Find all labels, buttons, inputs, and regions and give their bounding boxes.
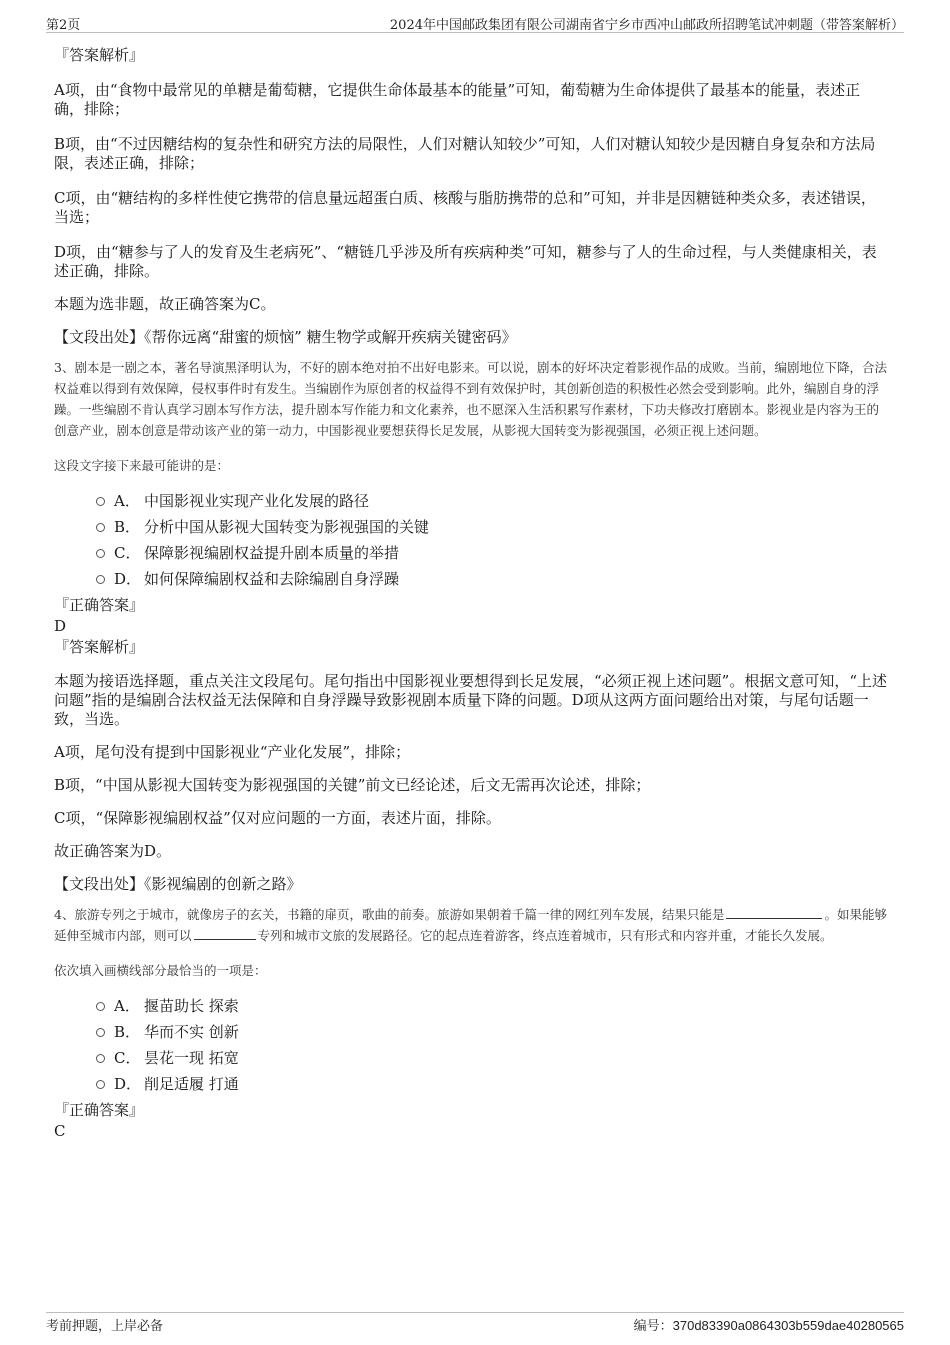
question-4-text-part1: 4、旅游专列之于城市，就像房子的玄关，书籍的扉页，歌曲的前奏。旅游如果朝着千篇一律的网红列车发展，结果只能是 bbox=[54, 907, 725, 922]
option-d[interactable] bbox=[96, 566, 890, 592]
option-a[interactable] bbox=[96, 993, 890, 1019]
option-letter: D． bbox=[114, 570, 142, 588]
option-text: 分析中国从影视大国转变为影视强国的关键 bbox=[144, 518, 430, 536]
question-4-text bbox=[54, 904, 890, 946]
analysis-paragraph-b: B项，由“不过因糖结构的复杂性和研究方法的局限性，人们对糖认知较少”可知，人们对糖认知较少是因糖自身复杂和方法局限，表述正确，排除； bbox=[54, 135, 876, 172]
radio-icon[interactable] bbox=[96, 1054, 105, 1063]
question-4-prompt: 依次填入画横线部分最恰当的一项是： bbox=[54, 963, 267, 978]
correct-answer-heading: 『正确答案』 bbox=[54, 1101, 145, 1119]
question-3-prompt: 这段文字接下来最可能讲的是： bbox=[54, 458, 230, 473]
option-text: 保障影视编剧权益提升剧本质量的举措 bbox=[144, 544, 400, 562]
question-3-text: 3、剧本是一剧之本，著名导演黑泽明认为，不好的剧本绝对拍不出好电影来。可以说，剧本的好坏决定着影视作品的成败。当前，编剧地位下降，合法权益难以得到有效保障，侵权事件时有发生。当编剧作为原创者的权益得不到有效保护时，其创新创造的积极性必然会受到影响。此外，编剧自身的浮躁。一些编剧不肯认真学习剧本写作方法，提升剧本写作能力和文化素养，也不愿深入生活积累写作素材，下功夫修改打磨剧本。影视业是内容为王的创意产业，剧本创意是带动该产业的第一动力，中国影视业要想获得长足发展，从影视大国转变为影视强国，必须正视上述问题。 bbox=[54, 360, 887, 438]
analysis-paragraph-d: D项，由“糖参与了人的发育及生老病死”、“糖链几乎涉及所有疾病种类”可知，糖参与了人的生命过程，与人类健康相关，表述正确，排除。 bbox=[54, 243, 877, 280]
blank-1 bbox=[726, 906, 822, 919]
footer-slogan: 考前押题，上岸必备 bbox=[46, 1319, 164, 1334]
radio-icon[interactable] bbox=[96, 1080, 105, 1089]
document-serial bbox=[634, 1315, 904, 1334]
radio-icon[interactable] bbox=[96, 497, 105, 506]
analysis-main: 本题为接语选择题，重点关注文段尾句。尾句指出中国影视业要想得到长足发展，“必须正视上述问题”。根据文意可知，“上述问题”指的是编剧合法权益无法保障和自身浮躁导致影视剧本质量下降的问题。D项从这两方面问题给出对策，与尾句话题一致，当选。 bbox=[54, 672, 888, 728]
radio-icon[interactable] bbox=[96, 549, 105, 558]
option-b[interactable] bbox=[96, 514, 890, 540]
page-footer bbox=[46, 1312, 904, 1337]
analysis-heading: 『答案解析』 bbox=[54, 46, 145, 64]
option-c[interactable] bbox=[96, 1045, 890, 1071]
radio-icon[interactable] bbox=[96, 575, 105, 584]
page-number: 第2页 bbox=[46, 18, 81, 33]
radio-icon[interactable] bbox=[96, 1002, 105, 1011]
analysis-conclusion: 本题为选非题，故正确答案为C。 bbox=[54, 295, 276, 313]
option-b[interactable] bbox=[96, 1019, 890, 1045]
option-text: 华而不实 创新 bbox=[144, 1023, 239, 1041]
option-letter: A． bbox=[114, 997, 140, 1015]
option-letter: C． bbox=[114, 544, 141, 562]
question-4-text-part3: 专列和城市文旅的发展路径。它的起点连着游客，终点连着城市，只有形式和内容并重，才能长久发展。 bbox=[257, 928, 833, 943]
blank-2 bbox=[194, 927, 256, 940]
option-a[interactable] bbox=[96, 488, 890, 514]
analysis-conclusion: 故正确答案为D。 bbox=[54, 842, 172, 860]
question-3-options bbox=[54, 488, 890, 592]
analysis-option-b: B项，“中国从影视大国转变为影视强国的关键”前文已经论述，后文无需再次论述，排除； bbox=[54, 776, 651, 794]
option-text: 如何保障编剧权益和去除编剧自身浮躁 bbox=[144, 570, 400, 588]
option-letter: A． bbox=[114, 492, 140, 510]
analysis-option-c: C项，“保障影视编剧权益”仅对应问题的一方面，表述片面，排除。 bbox=[54, 809, 501, 827]
radio-icon[interactable] bbox=[96, 523, 105, 532]
option-d[interactable] bbox=[96, 1071, 890, 1097]
source-citation: 【文段出处】《影视编剧的创新之路》 bbox=[54, 875, 302, 893]
option-letter: C． bbox=[114, 1049, 141, 1067]
correct-answer-heading: 『正确答案』 bbox=[54, 596, 145, 614]
question-4-text-part2: 。如果能够延伸至城市内部，则可以 bbox=[54, 907, 887, 943]
document-title: 2024年中国邮政集团有限公司湖南省宁乡市西冲山邮政所招聘笔试冲刺题（带答案解析） bbox=[389, 18, 904, 33]
serial-number: 370d83390a0864303b559dae40280565 bbox=[672, 1318, 904, 1333]
option-text: 揠苗助长 探索 bbox=[144, 997, 239, 1015]
correct-answer: D bbox=[54, 617, 67, 635]
option-letter: B． bbox=[114, 518, 141, 536]
correct-answer: C bbox=[54, 1122, 66, 1140]
option-text: 削足适履 打通 bbox=[144, 1075, 239, 1093]
option-letter: D． bbox=[114, 1075, 142, 1093]
page-header bbox=[46, 12, 904, 33]
question-4-options bbox=[54, 993, 890, 1097]
analysis-paragraph-a: A项，由“食物中最常见的单糖是葡萄糖，它提供生命体最基本的能量”可知，葡萄糖为生命体提供了最基本的能量，表述正确，排除； bbox=[54, 81, 861, 118]
option-letter: B． bbox=[114, 1023, 141, 1041]
analysis-paragraph-c: C项，由“糖结构的多样性使它携带的信息量远超蛋白质、核酸与脂肪携带的总和”可知，并非是因糖链种类众多，表述错误，当选； bbox=[54, 189, 876, 226]
serial-label: 编号： bbox=[633, 1319, 673, 1334]
option-text: 昙花一现 拓宽 bbox=[144, 1049, 239, 1067]
source-citation: 【文段出处】《帮你远离“甜蜜的烦恼” 糖生物学或解开疾病关键密码》 bbox=[54, 328, 517, 346]
option-text: 中国影视业实现产业化发展的路径 bbox=[144, 492, 370, 510]
analysis-option-a: A项，尾句没有提到中国影视业“产业化发展”，排除； bbox=[54, 743, 411, 761]
page-content bbox=[54, 44, 890, 1141]
option-c[interactable] bbox=[96, 540, 890, 566]
analysis-heading: 『答案解析』 bbox=[54, 638, 145, 656]
radio-icon[interactable] bbox=[96, 1028, 105, 1037]
